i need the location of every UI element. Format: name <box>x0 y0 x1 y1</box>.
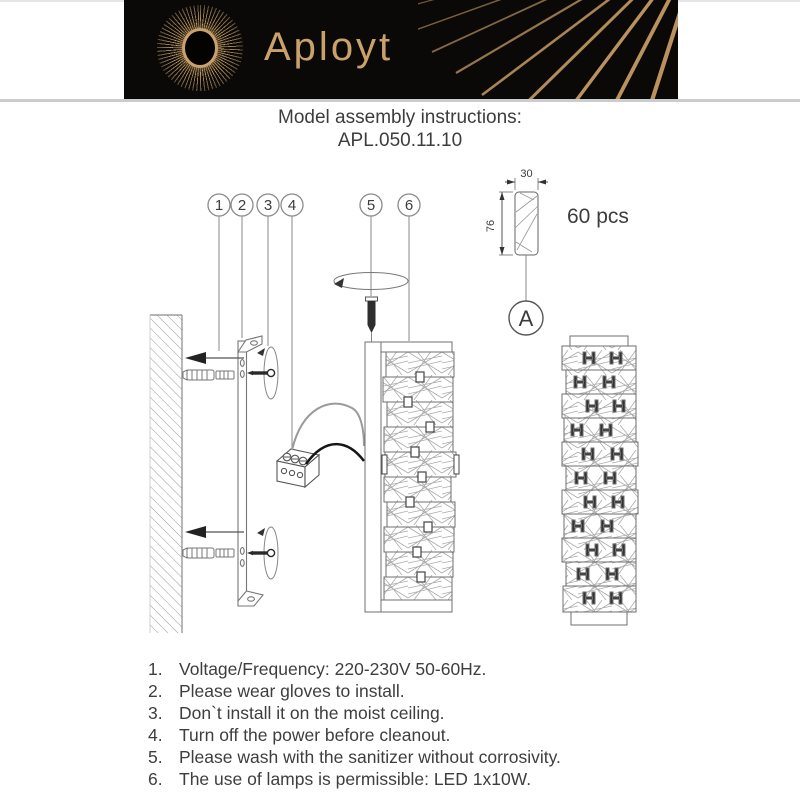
brand-banner <box>124 0 678 100</box>
assembly-diagram <box>140 160 670 670</box>
item-text: Voltage/Frequency: 220-230V 50-60Hz. <box>179 659 487 679</box>
item-number: 3. <box>148 702 163 723</box>
callout-2 <box>231 194 253 216</box>
instruction-list <box>148 659 561 790</box>
list-item <box>148 725 561 747</box>
item-number: 6. <box>148 768 163 789</box>
item-number: 4. <box>148 724 163 745</box>
list-item <box>148 747 561 769</box>
title-block <box>0 106 800 152</box>
item-number: 5. <box>148 746 163 767</box>
callout-4 <box>281 194 303 216</box>
callout-1-label: 1 <box>214 197 224 214</box>
item-number: 1. <box>148 659 163 679</box>
model-code: APL.050.11.10 <box>337 130 463 151</box>
starburst-logo-icon <box>157 5 243 91</box>
dim-height-label: 76 <box>485 219 497 233</box>
callout-6 <box>398 194 420 216</box>
page-title: Model assembly instructions: <box>278 107 522 128</box>
wall-anchor-upper <box>183 370 234 380</box>
wall-anchor-lower <box>183 548 234 558</box>
callout-1 <box>208 194 230 216</box>
list-item <box>148 659 561 681</box>
list-item <box>148 703 561 725</box>
mounting-bracket <box>238 336 263 606</box>
push-arrow-lower <box>185 526 244 538</box>
callout-4-label: 4 <box>287 197 297 214</box>
wall-section <box>150 315 182 633</box>
fixture-side-view <box>365 342 459 612</box>
logo-core <box>182 28 218 68</box>
item-text: Please wear gloves to install. <box>179 680 405 701</box>
quantity-label: 60 pcs <box>567 205 629 228</box>
wire-neutral <box>292 404 364 450</box>
fixture-screw <box>366 297 378 342</box>
callout-5-label: 5 <box>366 197 376 214</box>
brand-name: Aployt <box>264 24 394 69</box>
bracket-screw-lower <box>247 527 278 579</box>
list-item <box>148 681 561 703</box>
banner-shadow <box>0 99 800 102</box>
fixture-front-view <box>562 336 638 625</box>
item-text: Don`t install it on the moist ceiling. <box>179 702 445 723</box>
dim-width-label: 30 <box>520 168 533 180</box>
item-text: Turn off the power before cleanout. <box>179 724 451 745</box>
detail-a-label: A <box>518 306 534 331</box>
callout-2-label: 2 <box>237 197 247 214</box>
push-arrow-upper <box>185 352 244 364</box>
list-item <box>148 769 561 791</box>
item-number: 2. <box>148 680 163 701</box>
callout-5 <box>360 194 382 216</box>
bracket-screw-upper <box>247 347 278 399</box>
callout-3-label: 3 <box>263 197 273 214</box>
item-text: Please wash with the sanitizer without corrosivity. <box>179 746 561 767</box>
callout-3 <box>257 194 279 216</box>
item-text: The use of lamps is permissible: LED 1x10W. <box>179 768 532 789</box>
callout-6-label: 6 <box>404 197 414 214</box>
corner-rays-decoration <box>418 0 678 100</box>
